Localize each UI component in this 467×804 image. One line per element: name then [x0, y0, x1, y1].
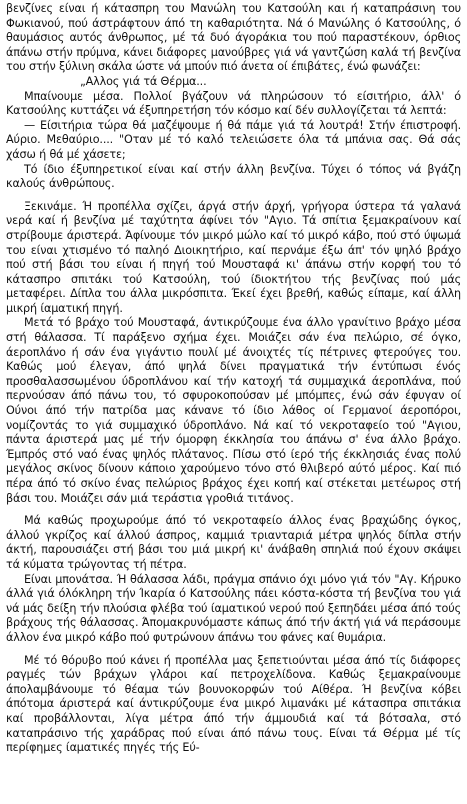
paragraph-9: Είναι μπονάτσα. Ή θάλασσα λάδι, πράγμα σπάνιο όχι μόνο γιά τόν "Αγ. Κήρυκο άλλά γιά όλόκληρη τήν Ίκαρία ό Κατσούλης πάει κόστα-κόστα τή βενζίνα του γιά νά μάς δείξη τήν πλούσια φλέβα τού ίαματικού νερού πού ξεπηδάει μέσα άπό τούς βράχους τής θάλασσας. Άπομακρυνόμαστε κάπως άπό τήν άκτή γιά νά περάσουμε άλλον ένα μικρό κάβο πού φυτρώνουν άπάνω του φάνες καί θυμάρια. [6, 572, 461, 644]
paragraph-8: Μά καθώς προχωρούμε άπό τό νεκροταφείο άλλος ένας βραχώδης όγκος, άλλού γκρίζος καί άλλού άσπρος, καμμιά τριανταριά μέτρα ψηλός δίπλα στήν άκτή, παρουσιάζει στή βάσι του μιά μικρή κι' άνάβαθη σπηλιά πού έχουν σκάψει τά κύματα τρώγοντας τή πέτρα. [6, 514, 461, 571]
paragraph-7: Μετά τό βράχο τού Μουσταφά, άντικρύζουμε ένα άλλο γρανίτινο βράχο μέσα στή θάλασσα. Τί παράξενο σχήμα έχει. Μοιάζει σάν ένα πελώριο, σέ όγκο, άεροπλάνο ή σάν ένα γιγάντιο πουλί μέ άνοιχτές τίς πέτρινες φτερούγες του. Καθώς μού έλεγαν, άπό ψηλά δίνει πραγματικά τήν έντύπωσι ένός προσθαλασσωμένου ύδροπλάνου καί τήν κατοχή τά συμμαχικά άεροπλάνα, πού περνούσαν άπό πάνω του, τό σφυροκοπούσαν μέ μπόμπες, ένώ σάν έφυγαν οί Ούνοι άπό τήν πατρίδα μας κάνανε τό ίδιο λάθος οί Γερμανοί άεροπόροι, νομίζοντάς το γιά συμμαχικό ύδροπλάνο. Νά καί τό νεκροταφείο τού "Αγιου, πάντα άριστερά μας μέ τήν όμορφη έκκλησία του άπάνω σ' ένα άλλο βράχο. Έμπρός στό ναό ένας ψηλός πλάτανος. Πίσω στό ίερό τής έκκλησιάς ένας πολύ μεγάλος σκίνος δίνουν κάποιο χαρούμενο τόνο στό θλιβερό αύτό μέρος. Καί πιό πέρα άπό τό σκίνο ένας πελώριος βράχος έχει κοπή καί στέκεται μετέωρος στή βάσι του. Μοιάζει σάν μιά τεράστια γροθιά τιτάνος. [6, 316, 461, 505]
paragraph-10: Μέ τό θόρυβο πού κάνει ή προπέλλα μας ξεπετιούνται μέσα άπό τίς διάφορες ραγμές τών βράχων γλάροι καί πετροχελίδονα. Καθώς ξεμακραίνουμε άπολαμβάνουμε τό θέαμα τών βουνοκορφών τού Αίθέρα. Ή βενζίνα κόβει άπότομα άριστερά καί άντικρύζουμε ένα μικρό λιμανάκι μέ κάτασπρα σπιτάκια καί προβάλλονται, λίγα μέτρα άπό τήν άμμουδιά καί τά βότσαλα, στό καταπράσινο τής χαράδρας πού είναι άπό πάνω τους. Είναι τά Θέρμα μέ τίς περίφημες ίαματικές πηγές τής Εύ- [6, 653, 461, 755]
paragraph-6: Ξεκινάμε. Ή προπέλλα σχίζει, άργά στήν άρχή, γρήγορα ύστερα τά γαλανά νερά καί ή βενζίνα μέ ταχύτητα άφίνει τόν "Αγιο. Τά σπίτια ξεμακραίνουν καί στρίβουμε άριστερά. Άφίνουμε τόν μικρό μώλο καί τό μικρό κάβο, πού στό ύψωμά του είναι χτισμένο τό παληό Διοικητήριο, καί περνάμε έξω άπ' τόν ψηλό βράχο πού στή βάσι του είναι ή πηγή τού Μουσταφά κι' άπάνω στήν κορφή του τό κάτασπρο σπιτάκι τού Κατσούλη, τού ίδιοκτήτου τής βενζίνας πού μάς μεταφέρει. Δίπλα του άλλα μικρόσπιτα. Έκεί έχει βρεθή, καθώς είπαμε, καί άλλη μικρή ίαματική πηγή. [6, 199, 461, 315]
paragraph-2-shout: „Αλλος γιά τά Θέρμα... [80, 74, 207, 88]
paragraph-3: Μπαίνουμε μέσα. Πολλοί βγάζουν νά πληρώσουν τό είσιτήριο, άλλ' ό Κατσούλης κυττάζει νά έξυπηρετήση τόν κόσμο καί δέν συλλογίζεται τά λεπτά: [6, 89, 461, 118]
paragraph-4-dialog: — Είσιτήρια τώρα θά μαζέψουμε ή θά πάμε γιά τά λουτρά! Στήν έπιστροφή. Αύριο. Μεθαύριο.... "Οταν μέ τό καλό τελειώσετε όλα τά μπάνια σας. Θά σάς χάσω ή θά μέ χάσετε; [6, 118, 461, 161]
paragraph-5: Τό ίδιο έξυπηρετικοί είναι καί στήν άλλη βενζίνα. Τύχει ό τόπος νά βγάζη καλούς άνθρώπους. [6, 162, 461, 191]
paragraph-1: βενζίνες είναι ή κάτασπρη του Μανώλη του Κατσούλη και ή καταπράσινη του Φωκιανού, πού άστράφτουν άπό τη καθαριότητα. Νά ό Μανώλης ό Κατσούλης, ό θαυμάσιος αυτός άνθρωπος, μέ τά δυό άγοράκια του πού παραστέκουν, όρθιος άπάνω στήν πρύμνα, κάνει διάφορες μανούβρες γιά νά γαντζώση καλά τή βενζίνα του στήν ξύλινη σκάλα ώστε νά μπούν πιό άνετα οί έπιβάτες, ένώ φωνάζει: [6, 2, 461, 74]
